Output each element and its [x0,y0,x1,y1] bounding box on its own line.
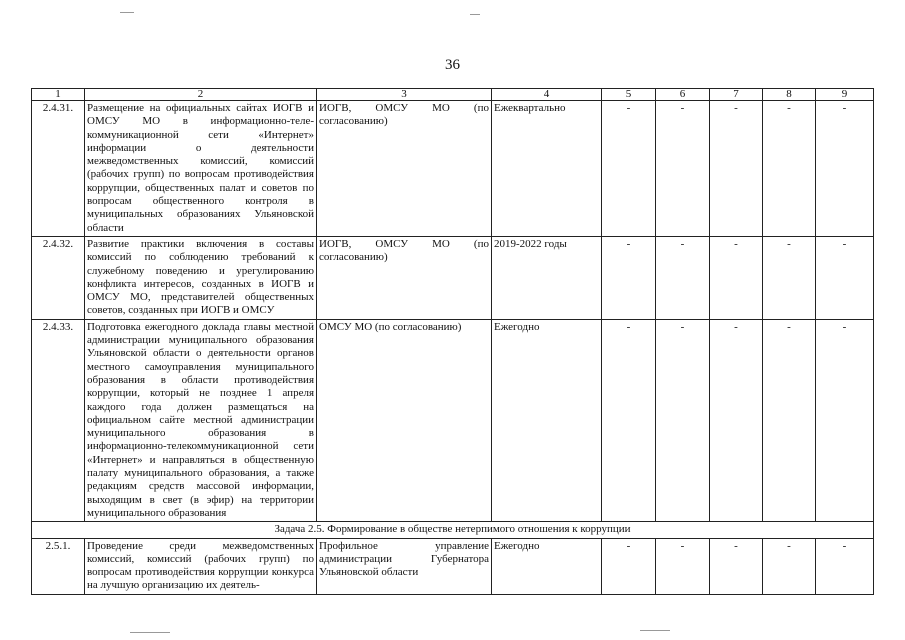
task-row [32,522,874,538]
measure-text: Размещение на официальных сайтах ИОГВ и ОМСУ МО в информационно-теле-коммуникационной сети «Интернет» информации о деятельности межведомственных комиссий, комиссий (рабочих групп) по вопросам противодействия коррупции, общественных палат и советов по вопросам общественного контроля в муниципальных образованиях Ульяновской области [85,101,317,237]
cell-7: - [710,101,763,237]
header-row [32,89,874,101]
col-header-8: 8 [763,89,816,101]
col-header-1: 1 [32,89,85,101]
executor-text: ИОГВ, ОМСУ МО (по согласованию) [317,101,492,237]
cell-9: - [816,236,874,319]
page-number: 36 [445,57,460,73]
row-number: 2.4.31. [32,101,85,237]
cell-9: - [816,538,874,594]
term-text: Ежеквартально [492,101,602,237]
cell-5: - [602,319,656,521]
scan-speck [470,14,480,15]
table-row [32,538,874,594]
cell-5: - [602,101,656,237]
executor-text: Профильное управление администрации Губернатора Ульяновской области [317,538,492,594]
cell-9: - [816,101,874,237]
cell-8: - [763,101,816,237]
cell-8: - [763,319,816,521]
cell-9: - [816,319,874,521]
row-number: 2.5.1. [32,538,85,594]
table-row [32,236,874,319]
cell-5: - [602,236,656,319]
task-heading: Задача 2.5. Формирование в обществе нетерпимого отношения к коррупции [32,522,874,538]
cell-6: - [656,538,710,594]
cell-8: - [763,236,816,319]
scan-speck [640,630,670,631]
term-text: Ежегодно [492,538,602,594]
cell-7: - [710,236,763,319]
cell-5: - [602,538,656,594]
col-header-2: 2 [85,89,317,101]
executor-text: ОМСУ МО (по согласованию) [317,319,492,521]
term-text: 2019-2022 годы [492,236,602,319]
executor-text: ИОГВ, ОМСУ МО (по согласованию) [317,236,492,319]
plan-table [31,88,874,595]
col-header-7: 7 [710,89,763,101]
cell-6: - [656,236,710,319]
cell-6: - [656,319,710,521]
cell-7: - [710,319,763,521]
col-header-5: 5 [602,89,656,101]
scan-speck [130,632,170,633]
row-number: 2.4.32. [32,236,85,319]
table-row [32,319,874,521]
row-number: 2.4.33. [32,319,85,521]
term-text: Ежегодно [492,319,602,521]
measure-text: Развитие практики включения в составы комиссий по соблюдению требований к служебному поведению и урегулированию конфликта интересов, созданных в ИОГВ и ОМСУ МО, представителей общественных советов, созданных при ИОГВ и ОМСУ [85,236,317,319]
cell-6: - [656,101,710,237]
measure-text: Проведение среди межведомственных комиссий, комиссий (рабочих групп) по вопросам противодействия коррупции конкурса на лучшую организацию их деятель- [85,538,317,594]
cell-7: - [710,538,763,594]
col-header-9: 9 [816,89,874,101]
col-header-6: 6 [656,89,710,101]
cell-8: - [763,538,816,594]
col-header-4: 4 [492,89,602,101]
col-header-3: 3 [317,89,492,101]
measure-text: Подготовка ежегодного доклада главы местной администрации муниципального образования Ульяновской области о деятельности органов местного самоуправления муниципального образования в области противодействия коррупции, который не позднее 1 апреля каждого года должен размещаться на официальном сайте местной администрации муниципального образования в информационно-телекоммуникационной сети «Интернет» и направляться в общественную палату муниципального образования, а также редакциям средств массовой информации, выходящим в свет (в эфир) на территории муниципального образования [85,319,317,521]
scan-speck [120,12,134,13]
table-row [32,101,874,237]
